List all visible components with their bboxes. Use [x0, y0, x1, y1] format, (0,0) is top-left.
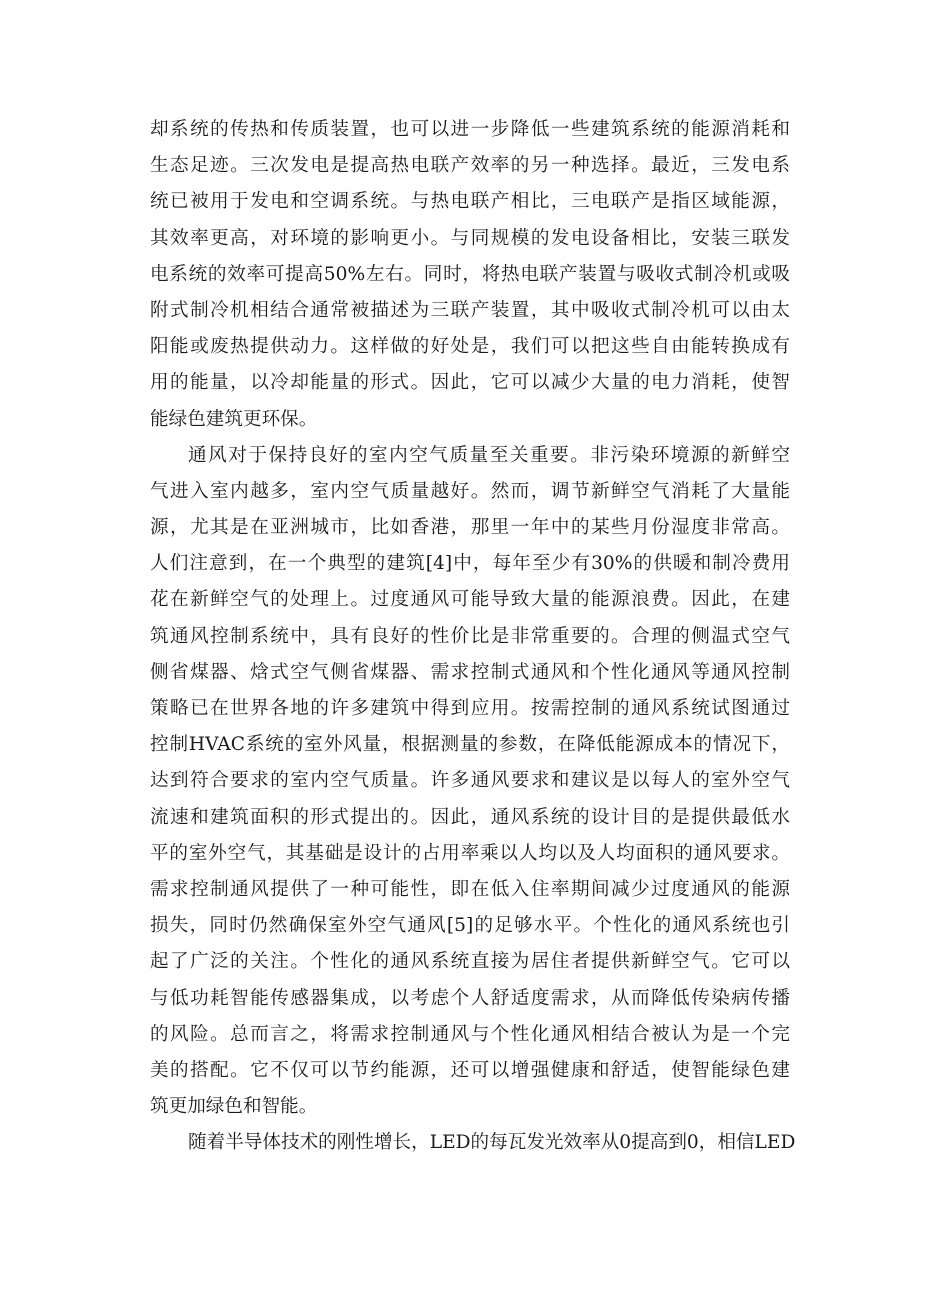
text-line: 源，尤其是在亚洲城市，比如香港，那里一年中的某些月份湿度非常高。	[150, 517, 790, 539]
paragraph-led	[150, 1125, 796, 1161]
text-line: 筑更加绿色和智能。	[150, 1096, 318, 1118]
text-line: 能绿色建筑更环保。	[150, 408, 318, 430]
paragraph-ventilation	[150, 438, 790, 1126]
paragraph-cogeneration	[150, 112, 790, 438]
text-line: 侧省煤器、焓式空气侧省煤器、需求控制式通风和个性化通风等通风控制	[150, 661, 790, 683]
text-line: 控制HVAC系统的室外风量，根据测量的参数，在降低能源成本的情况下，	[150, 734, 790, 756]
text-line: 人们注意到，在一个典型的建筑[4]中，每年至少有30%的供暖和制冷费用	[150, 553, 790, 575]
body-text	[150, 112, 796, 1161]
text-line: 阳能或废热提供动力。这样做的好处是，我们可以把这些自由能转换成有	[150, 336, 790, 358]
text-line: 气进入室内越多，室内空气质量越好。然而，调节新鲜空气消耗了大量能	[150, 480, 790, 502]
text-line: 平的室外空气，其基础是设计的占用率乘以人均以及人均面积的通风要求。	[150, 842, 790, 864]
text-line: 附式制冷机相结合通常被描述为三联产装置，其中吸收式制冷机可以由太	[150, 299, 790, 321]
text-line: 需求控制通风提供了一种可能性，即在低入住率期间减少过度通风的能源	[150, 878, 790, 900]
text-line: 流速和建筑面积的形式提出的。因此，通风系统的设计目的是提供最低水	[150, 806, 790, 828]
text-line: 却系统的传热和传质装置，也可以进一步降低一些建筑系统的能源消耗和	[150, 119, 790, 140]
text-line: 其效率更高，对环境的影响更小。与同规模的发电设备相比，安装三联发	[150, 227, 790, 249]
text-line: 起了广泛的关注。个性化的通风系统直接为居住者提供新鲜空气。它可以	[150, 951, 790, 973]
text-line: 生态足迹。三次发电是提高热电联产效率的另一种选择。最近，三发电系	[150, 155, 790, 177]
text-line: 美的搭配。它不仅可以节约能源，还可以增强健康和舒适，使智能绿色建	[150, 1059, 790, 1081]
text-line: 损失，同时仍然确保室外空气通风[5]的足够水平。个性化的通风系统也引	[150, 915, 790, 937]
text-line: 达到符合要求的室内空气质量。许多通风要求和建议是以每人的室外空气	[150, 770, 790, 792]
text-line: 花在新鲜空气的处理上。过度通风可能导致大量的能源浪费。因此，在建	[150, 589, 790, 611]
text-line: 策略已在世界各地的许多建筑中得到应用。按需控制的通风系统试图通过	[150, 698, 790, 719]
text-line: 电系统的效率可提高50%左右。同时，将热电联产装置与吸收式制冷机或吸	[150, 263, 790, 285]
text-line: 随着半导体技术的刚性增长，LED的每瓦发光效率从0提高到0，相信LED	[188, 1132, 796, 1154]
text-line: 与低功耗智能传感器集成，以考虑个人舒适度需求，从而降低传染病传播	[150, 987, 790, 1009]
text-line: 筑通风控制系统中，具有良好的性价比是非常重要的。合理的侧温式空气	[150, 625, 790, 647]
text-line: 的风险。总而言之，将需求控制通风与个性化通风相结合被认为是一个完	[150, 1023, 790, 1045]
text-line: 通风对于保持良好的室内空气质量至关重要。非污染环境源的新鲜空	[188, 444, 790, 466]
text-line: 用的能量，以冷却能量的形式。因此，它可以减少大量的电力消耗，使智	[150, 372, 790, 394]
text-line: 统已被用于发电和空调系统。与热电联产相比，三电联产是指区域能源，	[150, 191, 790, 213]
